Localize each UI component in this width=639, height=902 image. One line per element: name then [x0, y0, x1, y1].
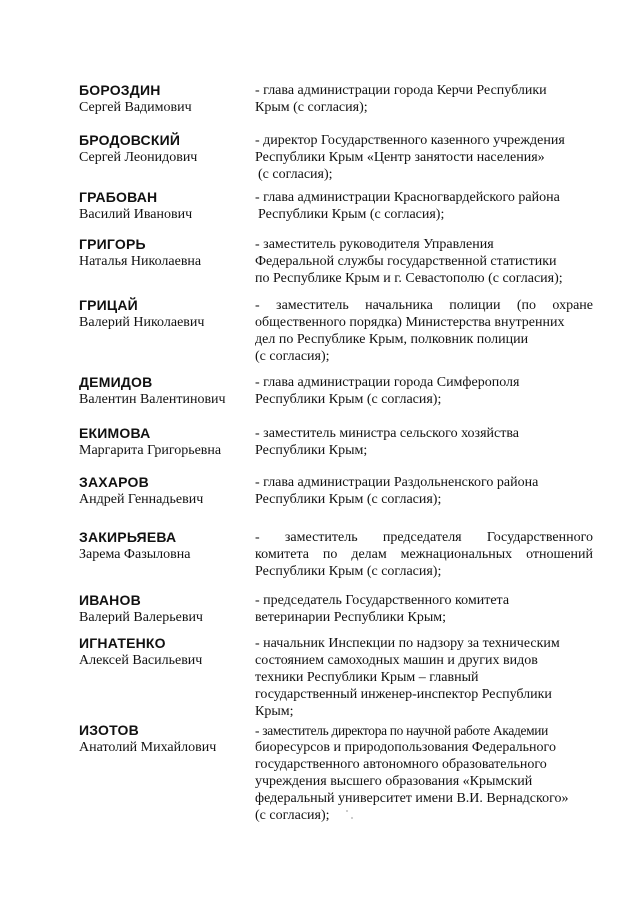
member-position — [255, 374, 593, 408]
member-given-names: Валентин Валентинович — [79, 392, 226, 407]
member-given-names: Наталья Николаевна — [79, 254, 202, 269]
position-line: Федеральной службы государственной статистики — [255, 254, 557, 269]
member-surname: ГРАБОВАН — [79, 189, 158, 205]
member-surname: ДЕМИДОВ — [79, 374, 153, 390]
member-name — [79, 722, 254, 756]
position-line: - глава администрации Раздольненского района — [255, 475, 539, 490]
position-line: комитета по делам межнациональных отношений — [255, 547, 593, 562]
position-line: (с согласия); — [255, 349, 330, 364]
member-surname: БРОДОВСКИЙ — [79, 132, 181, 148]
member-surname: БОРОЗДИН — [79, 82, 161, 98]
position-line: - глава администрации города Симферополя — [255, 375, 520, 390]
position-line: Республики Крым (с согласия); — [255, 392, 442, 407]
position-line: Крым (с согласия); — [255, 100, 368, 115]
member-name — [79, 592, 254, 626]
position-line: - председатель Государственного комитета — [255, 593, 510, 608]
position-line: по Республике Крым и г. Севастополю (с согласия); — [255, 271, 563, 286]
member-name — [79, 297, 254, 331]
member-name — [79, 82, 254, 116]
position-line: - заместитель начальника полиции (по охране — [255, 298, 593, 313]
member-given-names: Сергей Леонидович — [79, 150, 198, 165]
member-given-names: Алексей Васильевич — [79, 653, 203, 668]
member-surname: ЗАКИРЬЯЕВА — [79, 529, 177, 545]
member-given-names: Сергей Вадимович — [79, 100, 192, 115]
member-given-names: Зарема Фазыловна — [79, 547, 191, 562]
member-position — [255, 82, 593, 116]
position-line: - заместитель министра сельского хозяйства — [255, 426, 519, 441]
member-position — [255, 529, 593, 580]
position-line: биоресурсов и природопользования Федерального — [255, 740, 556, 755]
position-line: учреждения высшего образования «Крымский — [255, 774, 533, 789]
position-line: Республики Крым (с согласия); — [255, 564, 442, 579]
position-line: состоянием самоходных машин и других видов — [255, 653, 538, 668]
position-line: - директор Государственного казенного учреждения — [255, 133, 565, 148]
position-line: дел по Республике Крым, полковник полиции — [255, 332, 529, 347]
position-line: государственный инженер-инспектор Республики — [255, 687, 552, 702]
member-name — [79, 425, 254, 459]
position-line: (с согласия); — [258, 167, 333, 182]
member-surname: ГРИГОРЬ — [79, 236, 146, 252]
member-given-names: Василий Иванович — [79, 207, 193, 222]
position-line: - заместитель председателя Государственного — [255, 530, 593, 545]
member-position — [255, 189, 593, 223]
member-position — [255, 635, 593, 720]
member-surname: ИЗОТОВ — [79, 722, 139, 738]
member-position — [255, 474, 593, 508]
member-position — [255, 592, 593, 626]
member-name — [79, 132, 254, 166]
member-surname: ЗАХАРОВ — [79, 474, 149, 490]
position-line: Республики Крым; — [255, 443, 368, 458]
position-line: Республики Крым (с согласия); — [255, 492, 442, 507]
member-surname: ИГНАТЕНКО — [79, 635, 166, 651]
position-line: Крым; — [255, 704, 294, 719]
position-line: государственного автономного образовательного — [255, 757, 547, 772]
position-line: общественного порядка) Министерства внутренних — [255, 315, 565, 330]
position-line: - начальник Инспекции по надзору за техническим — [255, 636, 560, 651]
position-line: Республики Крым (с согласия); — [258, 207, 445, 222]
position-line: (с согласия); — [255, 808, 330, 823]
member-name — [79, 189, 254, 223]
member-name — [79, 635, 254, 669]
member-name — [79, 474, 254, 508]
member-position — [255, 236, 593, 287]
position-line: - глава администрации Красногвардейского района — [255, 190, 560, 205]
member-surname: ИВАНОВ — [79, 592, 141, 608]
member-position — [255, 132, 593, 183]
position-line: - заместитель руководителя Управления — [255, 237, 494, 252]
position-line: Республики Крым «Центр занятости населения» — [255, 150, 545, 165]
member-name — [79, 374, 254, 408]
position-line: федеральный университет имени В.И. Вернадского» — [255, 791, 569, 806]
member-name — [79, 529, 254, 563]
scan-speck — [346, 810, 348, 812]
position-line: техники Республики Крым – главный — [255, 670, 479, 685]
member-given-names: Андрей Геннадьевич — [79, 492, 204, 507]
member-position — [255, 722, 593, 824]
position-line: ветеринарии Республики Крым; — [255, 610, 446, 625]
scan-speck — [351, 817, 353, 819]
member-given-names: Анатолий Михайлович — [79, 740, 217, 755]
member-surname: ГРИЦАЙ — [79, 297, 138, 313]
member-name — [79, 236, 254, 270]
member-given-names: Валерий Валерьевич — [79, 610, 203, 625]
member-position — [255, 297, 593, 365]
member-surname: ЕКИМОВА — [79, 425, 151, 441]
position-line: - глава администрации города Керчи Республики — [255, 83, 547, 98]
member-given-names: Маргарита Григорьевна — [79, 443, 222, 458]
member-given-names: Валерий Николаевич — [79, 315, 205, 330]
member-position — [255, 425, 593, 459]
position-line: - заместитель директора по научной работе Академии — [255, 723, 549, 738]
